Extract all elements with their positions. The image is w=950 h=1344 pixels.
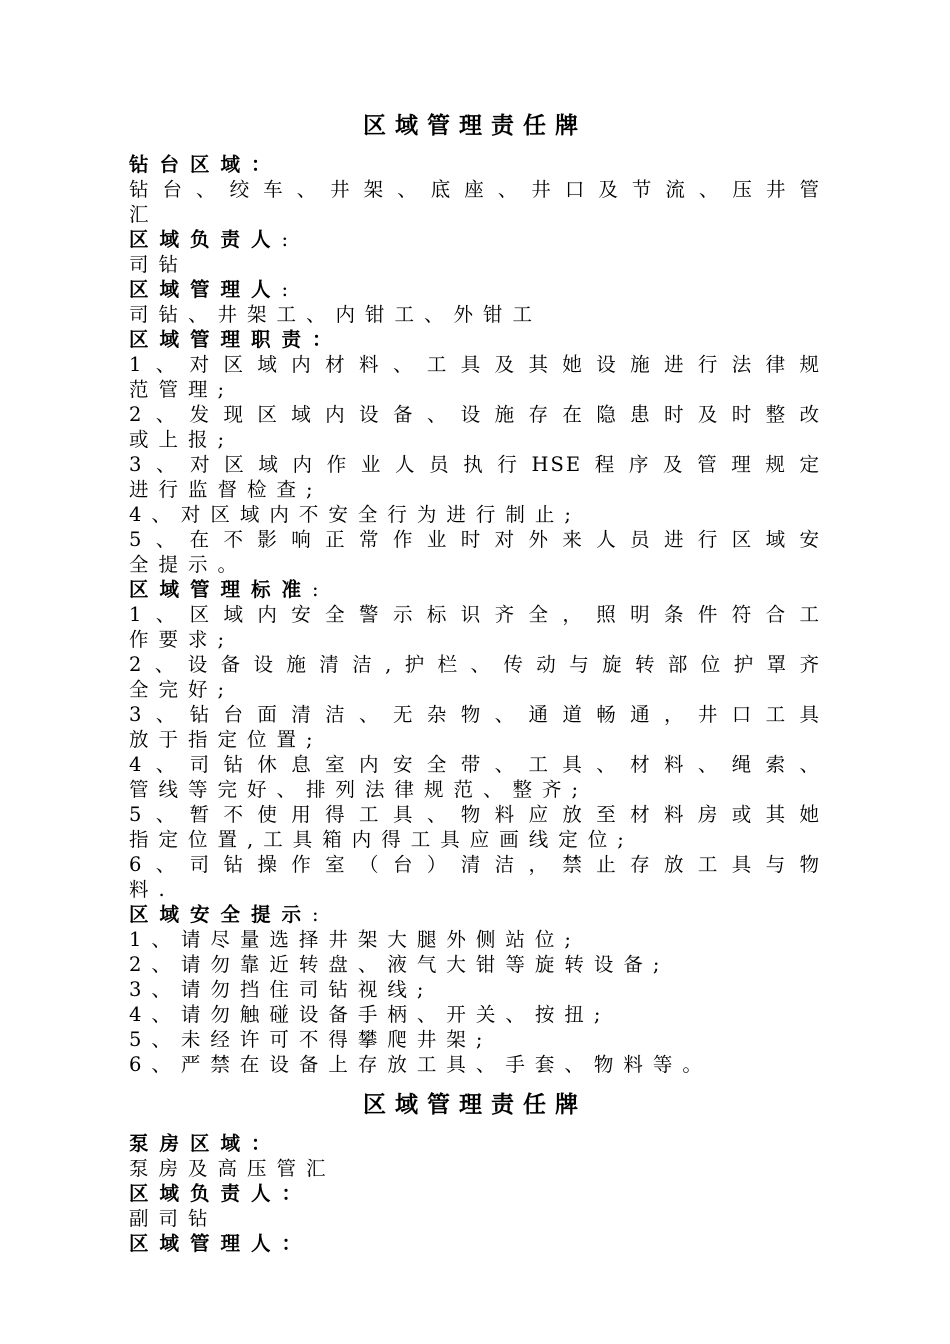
document-page	[129, 108, 821, 1256]
tips-line: 2、请勿靠近转盘、液气大钳等旋转设备;	[129, 953, 670, 976]
duties-line: 4、对区域内不安全行为进行制止;	[129, 503, 581, 526]
standards-line: 3、钻台面清洁、无杂物、通道畅通，井口工具	[129, 703, 821, 726]
managers-heading-label: 区域管理人	[129, 278, 282, 301]
duties-line: 2、发现区域内设备、设施存在隐患时及时整改	[129, 403, 821, 426]
section-title: 区域管理责任牌	[363, 1092, 587, 1118]
standards-line: 6、司钻操作室（台）清洁，禁止存放工具与物	[129, 853, 821, 876]
owner-text: 司钻	[129, 253, 189, 276]
standards-line: 料.	[129, 878, 175, 901]
duties-line: 全提示。	[129, 553, 248, 576]
duties-line: 1、对区域内材料、工具及其她设施进行法律规	[129, 353, 821, 376]
tips-heading-label: 区域安全提示	[129, 903, 313, 926]
owner-heading: 区域负责人：	[129, 1182, 313, 1205]
tips-heading-colon: :	[312, 903, 330, 926]
area-heading: 钻台区域：	[129, 153, 282, 176]
managers-heading: 区域管理人：	[129, 1232, 313, 1255]
standards-heading-colon: :	[312, 578, 330, 601]
owner-text: 副司钻	[129, 1207, 218, 1230]
duties-line: 进行监督检查;	[129, 478, 323, 501]
tips-line: 1、请尽量选择井架大腿外侧站位;	[129, 928, 581, 951]
area-text-line: 钻台、绞车、井架、底座、井口及节流、压井管	[129, 178, 821, 201]
area-text-line: 汇	[129, 203, 159, 226]
duties-line: 范管理;	[129, 378, 235, 401]
standards-line: 作要求;	[129, 628, 235, 651]
tips-line: 5、未经许可不得攀爬井架;	[129, 1028, 493, 1051]
managers-text: 司钻、井架工、内钳工、外钳工	[129, 303, 543, 326]
owner-heading-label: 区域负责人	[129, 228, 282, 251]
owner-heading	[129, 227, 821, 252]
area-heading: 泵房区域：	[129, 1132, 282, 1155]
duties-line: 3、对区域内作业人员执行HSE程序及管理规定	[129, 453, 821, 476]
standards-line: 全完好;	[129, 678, 235, 701]
duties-line: 或上报;	[129, 428, 235, 451]
standards-line: 4、司钻休息室内安全带、工具、材料、绳索、	[129, 753, 821, 776]
standards-line: 2、设备设施清洁,护栏、传动与旋转部位护罩齐	[129, 653, 821, 676]
standards-line: 放于指定位置;	[129, 728, 323, 751]
managers-heading-colon: :	[281, 278, 300, 301]
duties-heading: 区域管理职责：	[129, 328, 343, 351]
standards-heading-label: 区域管理标准	[129, 578, 313, 601]
standards-heading	[129, 577, 821, 602]
tips-line: 4、请勿触碰设备手柄、开关、按扭;	[129, 1003, 611, 1026]
standards-line: 管线等完好、排列法律规范、整齐;	[129, 778, 589, 801]
standards-line: 指定位置,工具箱内得工具应画线定位;	[129, 828, 634, 851]
managers-heading	[129, 277, 821, 302]
area-text-line: 泵房及高压管汇	[129, 1157, 336, 1180]
standards-line: 5、暂不使用得工具、物料应放至材料房或其她	[129, 803, 821, 826]
duties-line: 5、在不影响正常作业时对外来人员进行区域安	[129, 528, 821, 551]
tips-heading	[129, 902, 821, 927]
owner-heading-colon: :	[281, 228, 300, 251]
section-title: 区域管理责任牌	[363, 113, 587, 139]
standards-line: 1、区域内安全警示标识齐全，照明条件符合工	[129, 603, 821, 626]
tips-line: 3、请勿挡住司钻视线;	[129, 978, 434, 1001]
tips-line: 6、严禁在设备上存放工具、手套、物料等。	[129, 1053, 712, 1076]
